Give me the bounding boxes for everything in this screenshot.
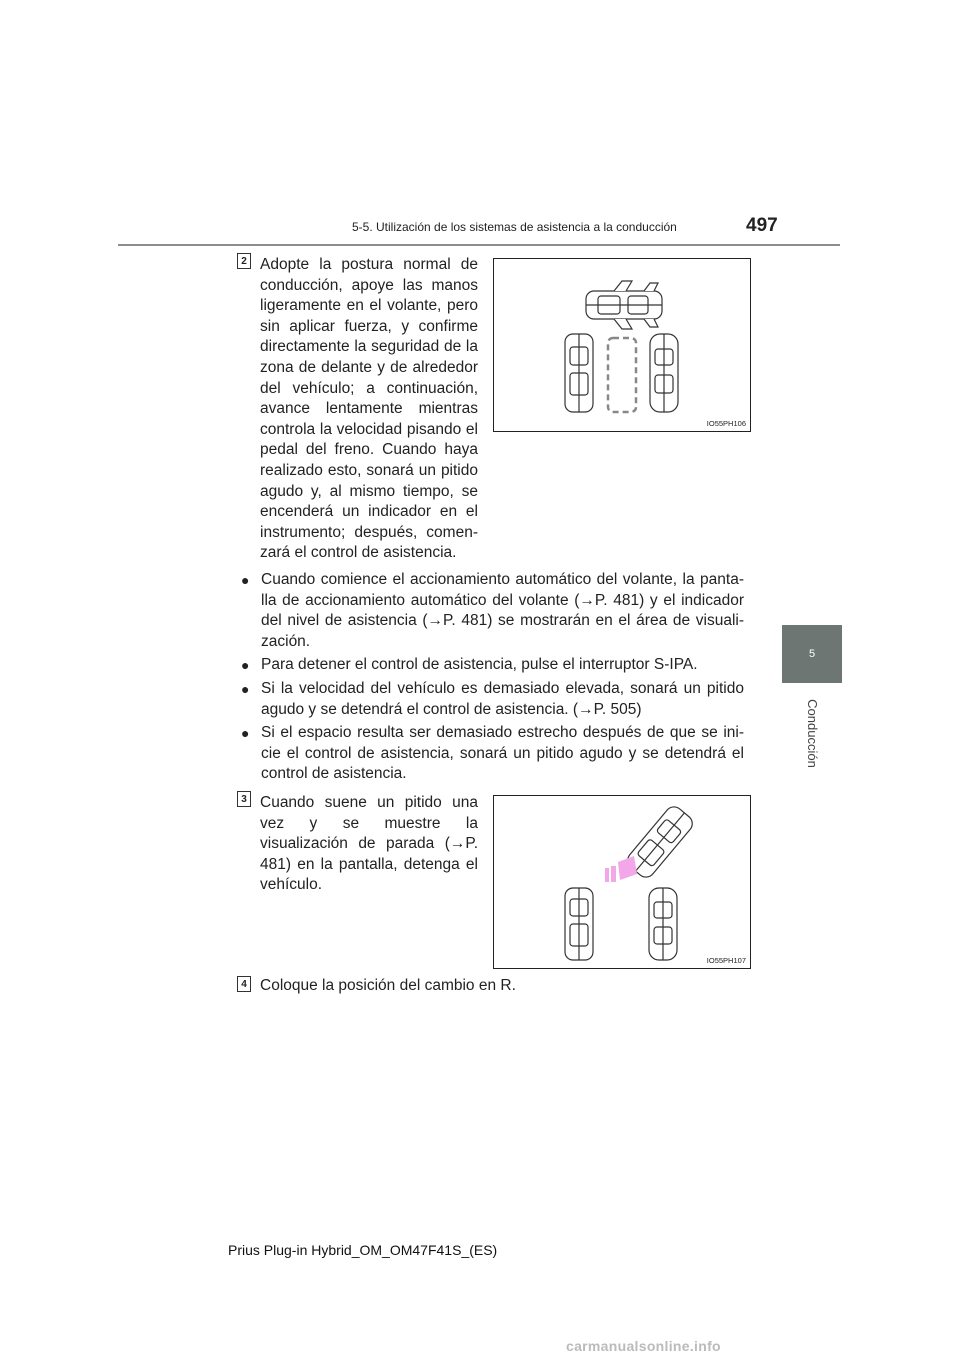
- bullet-icon: ●: [241, 725, 250, 742]
- chapter-tab: 5: [782, 625, 842, 683]
- bullet-icon: ●: [241, 680, 250, 697]
- step-number-2: 2: [237, 253, 251, 269]
- chapter-name: Conducción: [804, 698, 820, 768]
- motion-arrow: [605, 856, 637, 882]
- chapter-side-label: [769, 690, 855, 776]
- step-4-text: Coloque la posición del cambio en R.: [260, 977, 516, 994]
- parked-car-right: [650, 334, 678, 412]
- parked-car-left: [565, 888, 593, 960]
- figure-code: IO55PH107: [706, 956, 746, 965]
- header-divider: [118, 244, 840, 246]
- figure-parking-start: [493, 258, 751, 432]
- bullet-icon: ●: [241, 657, 250, 674]
- page-number: 497: [746, 215, 778, 236]
- note-item: ● Si la velocidad del vehículo es demasiado elevada, sonará un pitido agudo y se detendrá el control de asistencia. (→P. 505): [241, 679, 744, 718]
- section-title: 5-5. Utilización de los sistemas de asistencia a la conducción: [352, 220, 677, 234]
- moving-car-horizontal: [586, 281, 662, 329]
- step-number-3: 3: [237, 791, 251, 807]
- figure-stop-position: [493, 795, 751, 969]
- note-item: ● Cuando comience el accionamiento automático del volante, la panta-lla de accionamiento automático del volante (→P. 481) y el indicador del nivel de asistencia (→P. 481) se mostrarán en el área de visuali-zación.: [241, 571, 744, 650]
- watermark: carmanualsonline.info: [566, 1338, 721, 1354]
- parked-car-left: [565, 334, 593, 412]
- step-2-text: Adopte la postura normal de conducción, apoye las manos ligeramente en el volante, pero sin aplicar fuerza, y confirme directamente la seguridad de la zona de delante y de alrededor del vehículo; a continuación, avance lentamente mientras controla la velocidad pisando el pedal del freno. Cuando haya realizado esto, sonará un pitido agudo y, al mismo tiempo, se encenderá un indicador en el instrumento; después, comen-zará el control de asistencia.: [260, 256, 478, 562]
- note-item: ● Si el espacio resulta ser demasiado estrecho después de que se ini-cie el control de asistencia, sonará un pitido agudo y se detendrá el control de asistencia.: [241, 724, 744, 783]
- stop-position-illustration: [494, 796, 750, 968]
- step-2-notes: [240, 570, 744, 788]
- bullet-icon: ●: [241, 572, 250, 588]
- step-number-4: 4: [237, 976, 251, 992]
- parked-car-right: [649, 888, 677, 960]
- step-3-text: Cuando suene un pitido una vez y se muestre la visualización de parada (→P. 481) en la pantalla, detenga el vehículo.: [260, 794, 478, 894]
- target-parking-space: [608, 338, 636, 412]
- figure-code: IO55PH106: [706, 419, 746, 428]
- document-id: Prius Plug-in Hybrid_OM_OM47F41S_(ES): [228, 1242, 498, 1258]
- parking-start-illustration: [494, 259, 750, 431]
- note-item: ● Para detener el control de asistencia, pulse el interruptor S-IPA.: [240, 655, 744, 676]
